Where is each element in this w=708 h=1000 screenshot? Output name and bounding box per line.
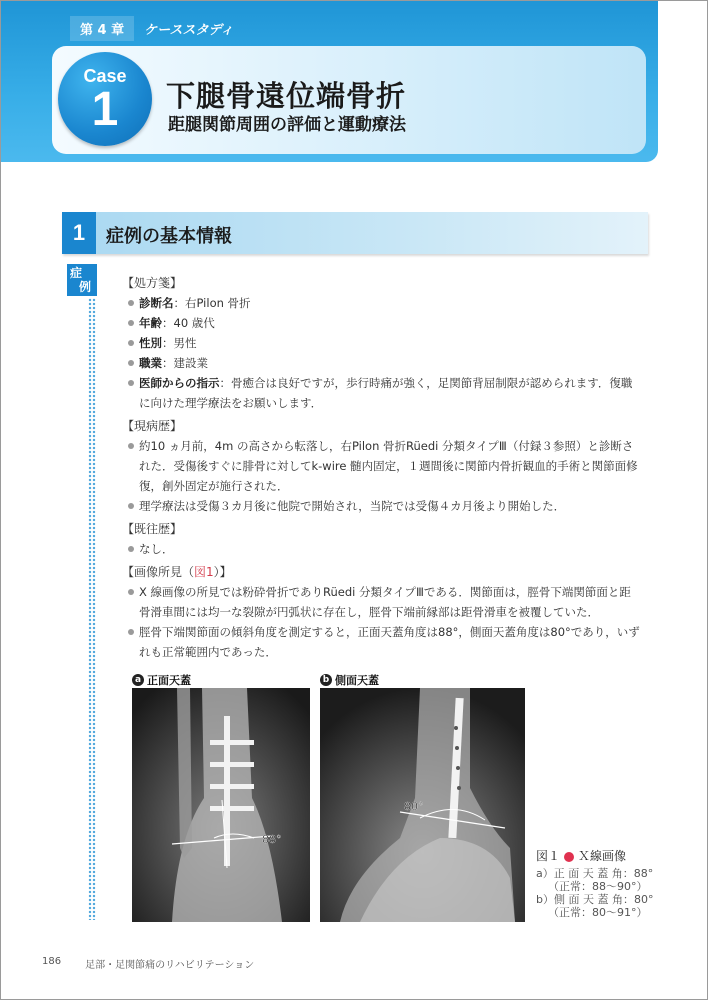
history-heading: 【現病歴】 bbox=[122, 419, 183, 433]
case-badge bbox=[58, 52, 152, 146]
xray-a-angle-label: 88° bbox=[262, 833, 282, 846]
chapter-tab bbox=[70, 14, 233, 42]
caption-figure-title: Ｘ線画像 bbox=[578, 849, 627, 863]
figure-caption bbox=[536, 850, 676, 919]
page-title: 下腿骨遠位端骨折 bbox=[166, 79, 407, 113]
side-label bbox=[67, 264, 97, 296]
list-item: 約10 ヵ月前，4m の高さから転落し，右Pilon 骨折Rüedi 分類タイプⅢ（付録３参照）と診断された．受傷後すぐに腓骨に対してk-wire 髄内固定，１週間後に関節内骨折観血的手術と関節面修復，創外固定が施行された． bbox=[122, 436, 642, 496]
caption-line-a2: （正常：88〜90°） bbox=[548, 880, 648, 893]
list-item: 脛骨下端関節面の傾斜角度を測定すると，正面天蓋角度は88°，側面天蓋角度は80°であり，いずれも正常範囲内であった． bbox=[122, 622, 642, 662]
side-label-line2: 例 bbox=[79, 280, 92, 294]
book-title: 足部・足関節痛のリハビリテーション bbox=[85, 960, 255, 971]
caption-line-a1: a）正 面 天 蓋 角：88° bbox=[536, 867, 654, 880]
list-item: 診断名：右Pilon 骨折 bbox=[122, 293, 642, 313]
caption-line-b1: b）側 面 天 蓋 角：80° bbox=[536, 893, 654, 906]
section-heading bbox=[62, 212, 648, 254]
page-number: 186 bbox=[42, 956, 62, 967]
list-item: 年齢：40 歳代 bbox=[122, 313, 642, 333]
xray-lateral-graphic bbox=[320, 688, 525, 922]
list-item: 医師からの指示：骨癒合は良好ですが，歩行時痛が強く，足関節背屈制限が認められます．復職に向けた理学療法をお願いします． bbox=[122, 373, 642, 413]
caption-bullet-icon bbox=[564, 852, 574, 862]
page-subtitle: 距腿関節周囲の評価と運動療法 bbox=[168, 115, 406, 135]
dotted-side-bar bbox=[88, 298, 96, 920]
side-label-line1: 症 bbox=[70, 266, 83, 280]
figure-a-title: 正面天蓋 bbox=[147, 674, 191, 687]
case-number: 1 bbox=[91, 83, 119, 136]
caption-line-b2: （正常：80〜91°） bbox=[548, 906, 648, 919]
figure-b-title: 側面天蓋 bbox=[335, 674, 379, 687]
list-item: 職業：建設業 bbox=[122, 353, 642, 373]
caption-title bbox=[536, 850, 676, 863]
imaging-heading: 【画像所見（図1）】 bbox=[122, 565, 232, 579]
page-footer bbox=[42, 956, 254, 971]
figure-a-badge: a bbox=[132, 674, 144, 686]
section-number: 1 bbox=[62, 212, 96, 254]
list-item: なし． bbox=[122, 539, 642, 559]
figure-a-label bbox=[132, 672, 191, 688]
case-word: Case bbox=[83, 66, 127, 86]
list-item: 性別：男性 bbox=[122, 333, 642, 353]
figure-b-label bbox=[320, 672, 379, 688]
list-item: 理学療法は受傷３カ月後に他院で開始され，当院では受傷４カ月後より開始した． bbox=[122, 496, 642, 516]
case-content bbox=[122, 270, 642, 662]
list-item: X 線画像の所見では粉砕骨折でありRüedi 分類タイプⅢである．関節面は，脛骨下端関節面と距骨滑車間には均一な裂隙が円弧状に存在し，脛骨下端前縁部は距骨滑車を被覆していた． bbox=[122, 582, 642, 622]
xray-b-angle-label: 80° bbox=[404, 800, 424, 813]
caption-figure-number: 図１ bbox=[536, 849, 561, 863]
xray-image-lateral bbox=[320, 688, 525, 922]
xray-image-frontal bbox=[132, 688, 310, 922]
xray-frontal-graphic bbox=[132, 688, 310, 922]
section-title: 症例の基本情報 bbox=[106, 226, 232, 247]
figure-b-badge: b bbox=[320, 674, 332, 686]
figure-reference-link[interactable]: 図1 bbox=[194, 565, 214, 579]
chapter-label: 第 4 章 bbox=[70, 16, 134, 41]
prescription-heading: 【処方箋】 bbox=[122, 276, 183, 290]
past-history-heading: 【既往歴】 bbox=[122, 522, 183, 536]
chapter-topic: ケーススタディ bbox=[144, 22, 234, 38]
